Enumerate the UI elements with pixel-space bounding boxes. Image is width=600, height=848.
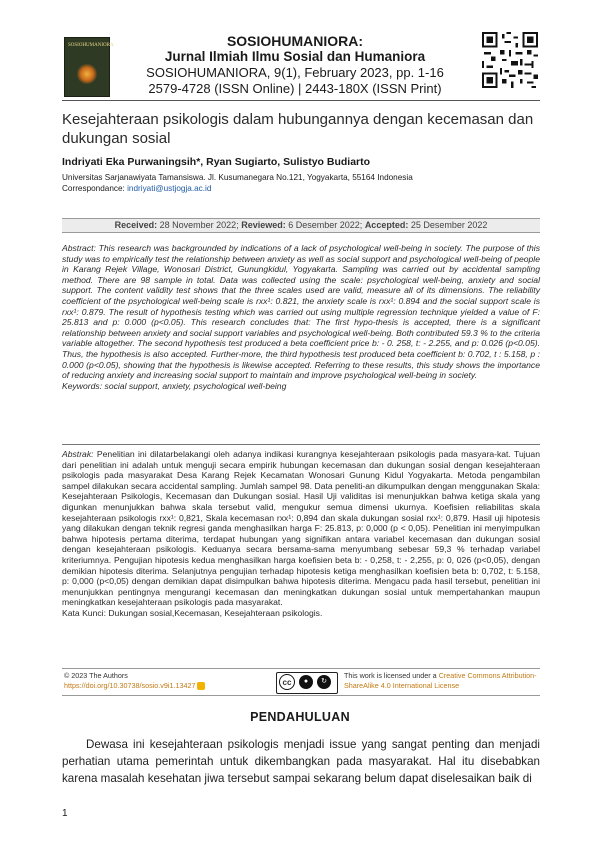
kata-kunci-text: Dukungan sosial,Kecemasan, Kesejahteraan psikologis.: [108, 607, 323, 618]
section-heading: PENDAHULUAN: [250, 710, 350, 724]
correspondence-email-link[interactable]: indriyati@ustjogja.ac.id: [127, 184, 212, 193]
journal-subtitle: Jurnal Ilmiah Ilmu Sosial dan Humaniora: [164, 49, 426, 64]
correspondence: [62, 183, 413, 194]
correspondence-label: Correspondance:: [62, 184, 125, 193]
article-title: Kesejahteraan psikologis dalam hubungannya dengan kecemasan dan dukungan sosial: [62, 111, 534, 147]
reviewed-label: Reviewed:: [241, 220, 286, 230]
doi-link[interactable]: https://doi.org/10.30738/sosio.v9i1.13427: [64, 681, 196, 690]
keywords-label: Keywords:: [62, 380, 103, 391]
copyright-text: © 2023 The Authors: [64, 671, 128, 680]
accepted-label: Accepted:: [364, 220, 409, 230]
qr-code-icon[interactable]: [482, 32, 538, 88]
article-authors: Indriyati Eka Purwaningsih*, Ryan Sugiarto, Sulistyo Budiarto: [62, 156, 371, 168]
abstract-divider: [62, 444, 540, 445]
affiliation: Universitas Sarjanawiyata Tamansiswa. Jl. Kusumanegara No.121, Yogyakarta, 55164 Indonesia: [62, 173, 413, 182]
received-label: Received:: [114, 220, 158, 230]
abstract-label: Abstract:: [62, 243, 96, 253]
crossref-icon: [197, 682, 205, 690]
journal-cover-image: [64, 37, 114, 97]
abstrak-text: Penelitian ini dilatarbelakangi oleh adanya indikasi kurangnya kesejahteraan psikologis pada masyara-kat. Tujuan dari penelitian ini adalah untuk menguji secara empirik hubungan kecemasan dan dukungan sosial dengan kesejahteraan psikologis pada masyarakat Desa Karang Rejek Kecamatan Wonosari Gunung Kidul Yogyakarta. Metoda pengambilan sampel dilakukan secara accidental sampling. Jumlah sampel 98. Data peneliti-an dikumpulkan dengan menggunakan Skala: Kesejahteraan Psikologis, Kecemasan dan Dukungan sosial. Hasil Uji validitas isi menunjukkan bahwa ketiga skala yang digunkan menunjukkan bahwa skala tersebut valid, mengukur semua dimensi ukurnya. Koefisien reliabilitas skala kesejahteraan psikologis rxx¹: 0,821, Skala kecemasan rxx¹: 0,894 dan skala dukungan sosial rxx¹: 0,879. Hasil uji hipotesis yang dilakukan dengan teknik regresi ganda menghasilkan harga F: 25.813, p: 0,000 (p < 0,05). Penelitian ini menyimpulkan bahwa hipotesis pertama diterima, terdapat hubungan yang signifikan antara variabel kecemasan dan dukungan sosial dengan kesejahteraan psikologis. Keduanya secara bersama-sama menyumbang sebesar 59,3 % terhadap variabel kriteriumnya. Pengujian hipotesis kedua menghasilkan harga koefisien beta b: - 0,258, t: - 2,255, p: 0, 026 (p<0,05), dengan demikian hipotesis diterima. Selanjutnya pengujian terhadap hipotesis ketiga menghasilkan koefisien beta b: 0,702, t: 5.158, p: 0,000 (p<0,05) dengan demikian dapat disimpulkan bahwa hipotesis diterima. Mengacu pada hasil tersebut, penelitian ini menunjukkan pentingnya mengurangi kecemasan dan meningkatkan dukungan sosial untuk mempertahankan maupun meningkatkan kesejahteraan psikologis pada masyarakat.: [62, 449, 540, 608]
license-prefix: This work is licensed under a: [344, 671, 437, 680]
cc-by-sa-badge[interactable]: [276, 672, 338, 694]
section-body: Dewasa ini kesejahteraan psikologis menjadi issue yang sangat penting dan menjadi perhatian utama pemerintah untuk dikembangkan pada masyarakat. Hal itu disebabkan karena masalah kesehatan jiwa tersebut sampai sekarang belum dapat diselesaikan baik di: [62, 738, 540, 785]
journal-header: [120, 33, 470, 97]
page-number: 1: [62, 808, 68, 819]
license-statement: [344, 671, 540, 691]
author-affiliation-block: [62, 172, 413, 194]
journal-citation: SOSIOHUMANIORA, 9(1), February 2023, pp. 1-16: [146, 65, 444, 80]
article-dates-bar: Received: 28 November 2022; Reviewed: 6 Desember 2022; Accepted: 25 Desember 2022: [62, 218, 540, 233]
reviewed-date: 6 Desember 2022: [288, 220, 360, 230]
journal-issn: 2579-4728 (ISSN Online) | 2443-180X (ISSN Print): [148, 81, 442, 96]
kata-kunci-label: Kata Kunci:: [62, 607, 106, 618]
abstract-text: This research was backgrounded by indications of a lack of psychological well-being in society. The purpose of this study was to empirically test the relationship between anxiety as well as social support and psychological well-being of people in Karang Rejek Village, Wonosari District, Gunungkidul, Yogyakarta. Sampling was carried out by accidental sampling method. There are 98 sample in total. Data was collected using the scale: psychological well-being, anxiety and social support. The content validity test shows that the three scales used are valid, measure all of its dimensions. The reliability coefficient of the psychological well-being scale is rxx¹: 0.821, the anxiety scale is rxx¹: 0.894 and the social support scale is rxx¹: 0.879. The result of hypothesis testing which was carried out using multiple regression technique yielded a value of F: 25.813 and p: 0.000 (p<0.05). This research concludes that: The first hypo-thesis is accepted, there is a significant relationship between anxiety and social support variables and psychological well-being. Both contributed 59.3 % to the criteria variable altogether. The second hypothesis test produced a beta coefficient price b: - 0. 258, t: - 2.255, and p: 0.026 (p<0.05). Thus, the hypothesis is also accepted. Further-more, the third hypothesis test produced beta coefficient b: 0.702, t : 5.158, p : 0.000 (p<0.05), showing that the hypothesis is likewise accepted. Referring to these results, this study shows the importance of reducing anxiety and increasing social support to maintain and improve psychological well-being in society.: [62, 243, 541, 381]
cover-title: SOSIOHUMANIORA: [68, 43, 114, 48]
abstract-indonesian: [62, 449, 540, 619]
journal-name: SOSIOHUMANIORA:: [226, 33, 364, 49]
cc-icon: cc: [279, 674, 295, 690]
sa-icon: ↻: [317, 675, 331, 689]
abstrak-label: Abstrak:: [62, 449, 94, 459]
received-date: 28 November 2022: [159, 220, 237, 230]
cover-illustration: [77, 64, 97, 84]
keywords-text: social support, anxiety, psychological well-being: [104, 380, 287, 391]
license-link[interactable]: Creative Commons Attribution-ShareAlike 4.0 International License: [344, 671, 537, 690]
license-box: [62, 668, 540, 696]
header-divider: [62, 100, 540, 101]
by-icon: ●: [299, 675, 313, 689]
abstract-english: [62, 243, 540, 391]
accepted-date: 25 Desember 2022: [410, 220, 488, 230]
